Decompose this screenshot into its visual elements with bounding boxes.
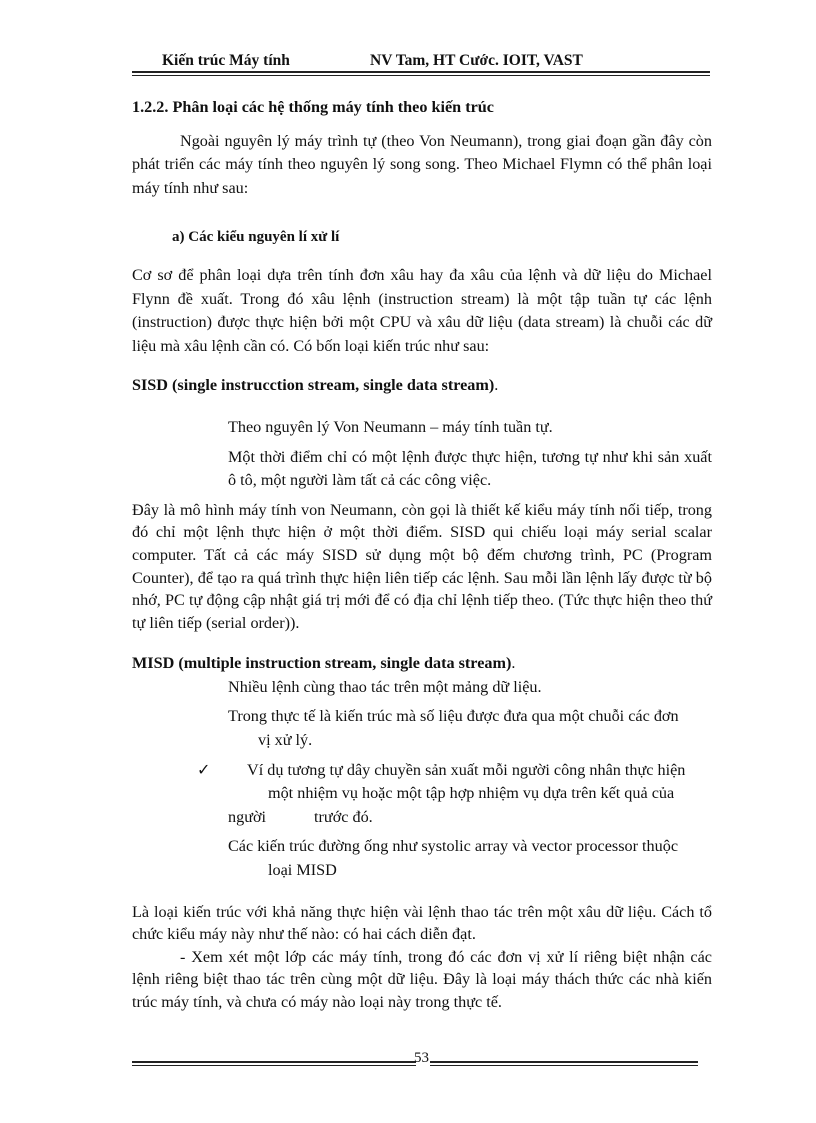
header-authors: NV Tam, HT Cước. IOIT, VAST: [370, 52, 583, 69]
checkmark-icon: ✓: [197, 760, 211, 779]
misd-full-name: (multiple instruction stream, single data stream): [178, 654, 512, 673]
sisd-full-name: (single instrucction stream, single data stream): [172, 376, 495, 395]
misd-bullet-3-line-1: Ví dụ tương tự dây chuyền sản xuất mỗi người công nhân thực hiện: [247, 760, 686, 779]
page-number: 53: [414, 1050, 429, 1066]
sisd-bullet-2: Một thời điểm chỉ có một lệnh được thực hiện, tương tự như khi sản xuất ô tô, một người làm tất cả các công việc.: [228, 447, 712, 490]
misd-paragraph-1: Là loại kiến trúc với khả năng thực hiện vài lệnh thao tác trên một xâu dữ liệu. Cách tổ chức kiểu máy này như thế nào: có hai cách diễn đạt.: [132, 902, 712, 944]
header-rule: [132, 71, 710, 76]
misd-label: MISD: [132, 654, 175, 673]
sisd-bullets: [132, 416, 712, 493]
header-title: Kiến trúc Máy tính: [162, 52, 290, 69]
sisd-bullet-1: Theo nguyên lý Von Neumann – máy tính tuần tự.: [228, 417, 553, 436]
misd-bullet-1: Nhiều lệnh cùng thao tác trên một mảng dữ liệu.: [228, 677, 542, 696]
misd-paragraph-2: - Xem xét một lớp các máy tính, trong đó các đơn vị xử lí riêng biệt nhận các lệnh riêng biệt thao tác trên cùng một dữ liệu. Đây là loại máy thách thức các nhà kiến trúc máy tính, và chưa có máy nào loại này trong thực tế.: [132, 947, 712, 1011]
misd-bullet-3-end: trước đó.: [314, 807, 373, 826]
misd-tail: .: [511, 654, 516, 673]
basis-paragraph: Cơ sơ để phân loại dựa trên tính đơn xâu hay đa xâu của lệnh và dữ liệu do Michael Flynn đề xuất. Trong đó xâu lệnh (instruction stream) là một tập tuần tự các lệnh (instruction) được thực hiện bởi một CPU và xâu dữ liệu (data stream) là chuỗi các dữ liệu mà xâu lệnh cần có. Có bốn loại kiến trúc như sau:: [132, 265, 712, 355]
misd-bullet-4-line-1: Các kiến trúc đường ống như systolic array và vector processor thuộc: [228, 837, 679, 856]
misd-bullet-3-line-3: [228, 806, 712, 830]
misd-bullets: [132, 676, 712, 883]
sisd-paragraph: Đây là mô hình máy tính von Neumann, còn gọi là thiết kế kiểu máy tính nối tiếp, trong đó chỉ một lệnh thực hiện ở một thời điểm. SISD qui chiếu loại máy serial scalar computer. Tất cả các máy SISD sử dụng một bộ đếm chương trình, PC (Program Counter), để tạo ra quá trình thực hiện liên tiếp các lệnh. Sau mỗi lần lệnh lấy được từ bộ nhớ, PC tự động cập nhật giá trị mới để có địa chỉ lệnh tiếp theo. (Tức thực hiện theo thứ tự liên tiếp (serial order)).: [132, 500, 712, 632]
sisd-tail: .: [494, 376, 499, 395]
sisd-label: SISD: [132, 376, 168, 395]
misd-bullet-4-line-2: loại MISD: [268, 861, 337, 880]
misd-heading: [132, 652, 712, 676]
footer-rule-right: [430, 1061, 698, 1066]
misd-bullet-2-line-2: vị xử lý.: [258, 731, 313, 750]
misd-bullet-3-word: người: [228, 807, 267, 826]
page-body: [132, 96, 712, 1014]
subheading-processing-principles: a) Các kiểu nguyên lí xử lí: [172, 229, 340, 246]
misd-bullet-2-line-1: Trong thực tế là kiến trúc mà số liệu được đưa qua một chuỗi các đơn: [228, 707, 679, 726]
intro-paragraph: Ngoài nguyên lý máy trình tự (theo Von Neumann), trong giai đoạn gần đây còn phát triển các máy tính theo nguyên lý song song. Theo Michael Flymn có thể phân loại máy tính như sau:: [132, 131, 712, 197]
misd-bullet-3-line-2: một nhiệm vụ hoặc một tập hợp nhiệm vụ dựa trên kết quả của: [268, 784, 675, 803]
sisd-heading: [132, 374, 712, 398]
section-title: 1.2.2. Phân loại các hệ thống máy tính theo kiến trúc: [132, 98, 494, 116]
footer-rule-left: [132, 1061, 416, 1066]
misd-check-item: [132, 759, 712, 783]
